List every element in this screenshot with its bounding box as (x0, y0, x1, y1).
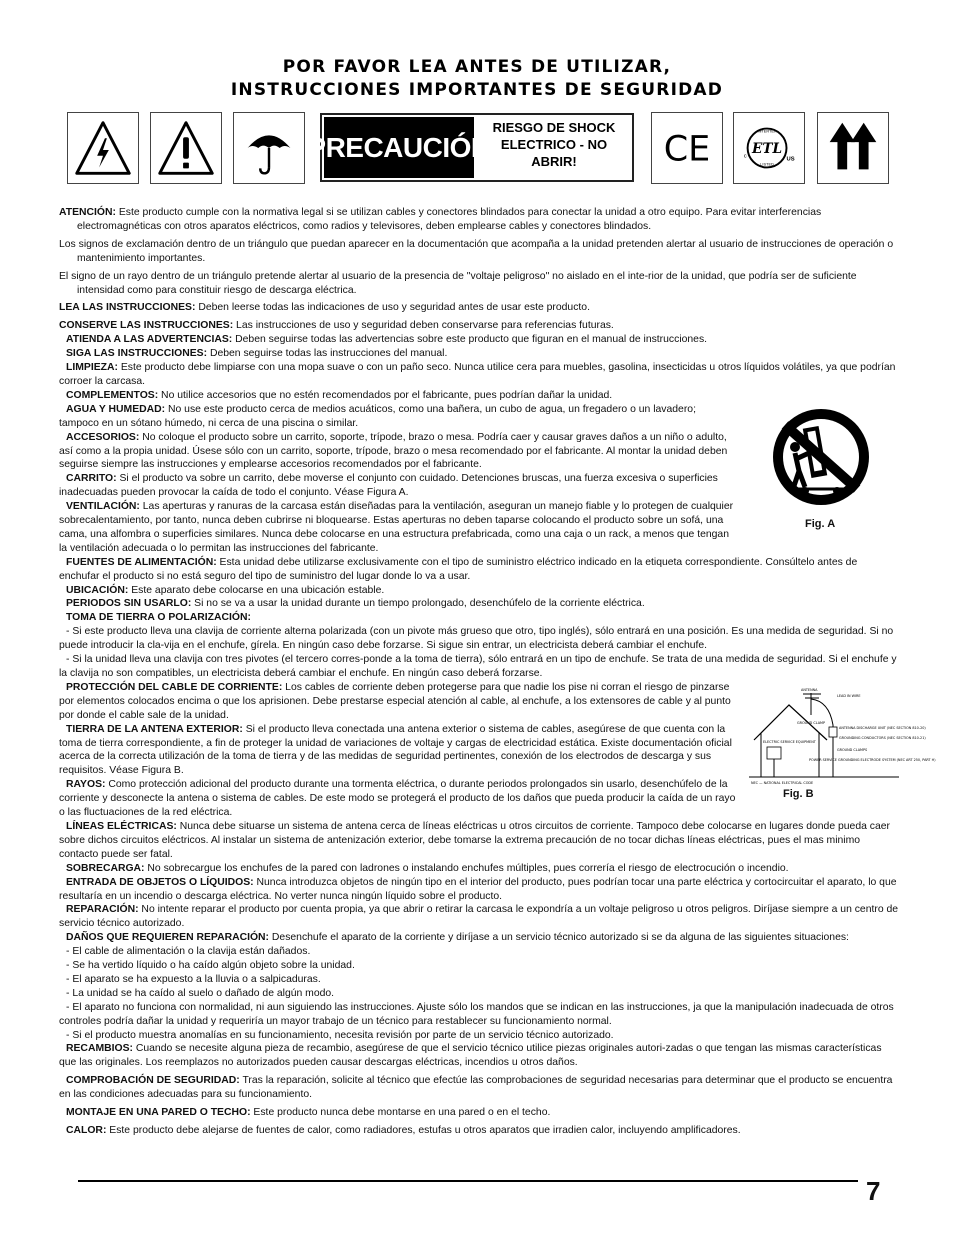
section-heading: DAÑOS QUE REQUIEREN REPARACIÓN: (66, 932, 270, 944)
exclamation-warning-box (150, 112, 222, 184)
caution-message-line: ABRIR! (531, 154, 577, 169)
section-heading: CALOR: (66, 1125, 107, 1136)
section-text: Cuando se necesite alguna pieza de recambio, asegúrese de que el servicio técnico utilice piezas originales autori-zadas o que tengan las mismas características que las originales. Los reemplazos no autorizados pueden causar descargas eléctricas, incendios u otros daños. (59, 1043, 882, 1069)
exclamation-triangle-icon (151, 113, 221, 183)
umbrella-box (233, 112, 305, 184)
section-heading: PERIODOS SIN USARLO: (66, 598, 192, 610)
section-heading: LÍNEAS ELÉCTRICAS: (66, 820, 177, 832)
caution-label (307, 113, 634, 182)
section-text: Deben leerse todas las indicaciones de uso y seguridad antes de usar este producto. (195, 302, 590, 314)
diagram-label: POWER SERVICE GROUNDING ELECTRODE SYSTEM (NEC ART 250, PART H) (809, 757, 936, 762)
section-text: No utilice accesorios que no estén recomendados por el fabricante, pues podrían dañar la unidad. (158, 389, 613, 401)
section-text: Deben seguirse todas las instrucciones del manual. (207, 348, 448, 360)
section-text: - Si la unidad lleva una clavija con tres pivotes (el tercero corres-ponde a la toma de tierra), sólo entrará en un tipo de enchufe. Se trata de una medida de seguridad. Si el enchufe y la clavija no son compatibles, un electricista deberá cambiar el enchufe. En ningún caso deberá forzarse. (59, 654, 897, 679)
section-heading: FUENTES DE ALIMENTACIÓN: (66, 556, 217, 568)
section-text: Este producto debe limpiarse con una mopa suave o con un paño seco. Nunca utilice cera para muebles, gasolina, insecticidas u otros líquidos volátiles, ya que podrían corroer la carcasa. (59, 362, 896, 387)
section-heading: TOMA DE TIERRA O POLARIZACIÓN: (66, 612, 251, 624)
figure-a (749, 403, 899, 536)
section-text: No sobrecargue los enchufes de la pared con ladrones o instalando enchufes múltiples, pues correría el riesgo de electrocución o incendio. (144, 862, 789, 874)
section-heading: ENTRADA DE OBJETOS O LÍQUIDOS: (66, 876, 254, 888)
section-heading: MONTAJE EN UNA PARED O TECHO: (66, 1107, 251, 1119)
umbrella-icon (234, 113, 304, 183)
section-text: Nunca debe situarse un sistema de antena cerca de líneas eléctricas u otros circuitos de corriente. Tampoco debe colocarse en lugares donde pueda caer sobre dichos circuitos eléctricos. Al instalar un sistema de antenización exterior, debe tomarse la extrema precaución de no tocar dichas líneas eléctricas, pues el mas minimo contacto puede ser fatal. (59, 820, 890, 860)
this-side-up-box (817, 112, 889, 184)
section-text: Si no se va a usar la unidad durante un tiempo prolongado, desenchúfelo de la corriente eléctrica. (191, 598, 645, 610)
section-text: Nunca introduzca objetos de ningún tipo en el interior del producto, pues podrían tocar una parte eléctrica y cortocircuitar el aparato, lo que resultaría en un incendio o descarga eléctrica. No verter nunca ningún líquido sobre el producto. (59, 876, 897, 902)
section-text: No intente reparar el producto por cuenta propia, ya que abrir o retirar la carcasa le expondría a un voltaje peligroso u otros peligros. Diríjase siempre a un centro de servicio técnico autorizado. (59, 904, 899, 930)
section-text: Esta unidad debe utilizarse exclusivamente con el tipo de suministro eléctrico indicado en la etiqueta correspondiente. Consúltelo antes de enchufar el producto si no está seguro del tipo de suministro del lugar donde lo va a usar. (59, 556, 858, 582)
section-text: Si el producto va sobre un carrito, debe moverse el conjunto con cuidado. Detenciones bruscas, una fuerza excesiva o superficies inadecuadas pueden provocar la caída de todo el conjunto. Véase Figura A. (59, 473, 718, 499)
diagram-label: GROUNDING CONDUCTORS (NEC SECTION 810-21) (839, 735, 926, 740)
etl-top-text: INTERTEK (757, 128, 777, 134)
figure-b (749, 685, 936, 805)
section-text: Como protección adicional del producto durante una tormenta eléctrica, o durante periodos prolongados sin usarlo, desenchúfelo de la corriente y desconecte la antena o sistema de cables. De este modo se protegerá el producto de los daños que pueda producir la caída de un rayo o las fluctuaciones de la red eléctrica. (59, 779, 736, 819)
no-cart-tipping-icon (749, 403, 899, 536)
section-heading: UBICACIÓN: (66, 584, 129, 596)
etl-c-text: c (743, 153, 747, 160)
section-heading: COMPROBACIÓN DE SEGURIDAD: (66, 1075, 240, 1087)
list-item: - El aparato se ha expuesto a la lluvia o a salpicaduras. (66, 973, 321, 985)
title-line-1: POR FAVOR LEA ANTES DE UTILIZAR, (282, 57, 672, 77)
figure-b-label: Fig. B (783, 787, 814, 800)
section-heading: PROTECCIÓN DEL CABLE DE CORRIENTE: (66, 681, 283, 693)
caution-message (478, 119, 630, 170)
list-item: - Se ha vertido líquido o ha caído algún objeto sobre la unidad. (66, 960, 355, 972)
diagram-label: GROUND CLAMP (797, 720, 825, 725)
diagram-label: ELECTRIC SERVICE EQUIPMENT (763, 739, 816, 744)
section-heading: RECAMBIOS: (66, 1043, 133, 1055)
caution-message-line: ELECTRICO - NO (500, 137, 608, 152)
list-item: - El aparato no funciona con normalidad, ni aun siguiendo las instrucciones. Ajuste sólo los mandos que se indican en las instrucciones, ja que la manipulación inadecuada de otros controles podría dañar la unidad y requeriría un mayor trabajo de un técnico para restablecer su funcionamiento normal. (59, 1001, 894, 1027)
section-text: Tras la reparación, solicite al técnico que efectúe las comprobaciones de seguridad necesarias para determinar que el producto se encuentra en las condiciones adecuadas para su funcionamiento. (59, 1075, 893, 1101)
section-heading: LIMPIEZA: (66, 362, 118, 374)
figure-a-label: Fig. A (805, 517, 836, 530)
section-text: Este producto debe alejarse de fuentes de calor, como radiadores, estufas u otros aparatos que irradien calor, incluyendo amplificadores. (106, 1125, 741, 1136)
page-title (0, 56, 954, 102)
diagram-label: GROUND CLAMPS (837, 747, 868, 752)
this-side-up-arrows-icon (818, 113, 888, 183)
section-heading: REPARACIÓN: (66, 904, 139, 916)
ce-mark-text: CE (663, 129, 711, 170)
section-heading: ACCESORIOS: (66, 431, 140, 443)
antenna-grounding-diagram (749, 685, 936, 785)
diagram-label: ANTENNA (801, 687, 818, 692)
section-text: Las aperturas y ranuras de la carcasa están diseñadas para la ventilación, aseguran un manejo fiable y lo protegen de cualquier sobrecalentamiento, por tanto, nunca deben cubrirse ni bloquearse. Estas aperturas no deben taparse colocando el producto sobre un sofá, una cama, una alfombra o superficies similares. Nunca debe colocarse en una estructura prefabricada, como una caja o un rack, a menos que tengan la ventilación adecuada o lo permitan las instrucciones del fabricante. (59, 501, 734, 554)
section-text: Este producto cumple con la normativa legal si se utilizan cables y conectores blindados para conectar la unidad a otro equipo. Para evitar interferencias electromagnéticas con otros aparatos eléctricos, como radios y televisores, deben emplearse cables y conectores blindados. (77, 207, 822, 232)
list-item: - Si el producto muestra anomalías en su funcionamiento, necesita revisión por parte de un servicio técnico autorizado. (66, 1029, 614, 1041)
section-text: Los cables de corriente deben protegerse para que nadie los pise ni corran el riesgo de pinzarse por elementos colocados encima o que los aprisionen. Debe prestarse especial atención al cable, al enchufe, a los extensores de cable y al punto por donde el cable sale de la unidad. (59, 681, 731, 721)
etl-text: ETL (752, 140, 783, 157)
diagram-label: LEAD IN WIRE (837, 693, 861, 698)
section-heading: VENTILACIÓN: (66, 501, 140, 513)
section-text: Desenchufe el aparato de la corriente y diríjase a un servicio técnico autorizado si se da alguna de las siguientes situaciones: (269, 932, 849, 944)
lightning-triangle-icon (68, 113, 138, 183)
section-text: No use este producto cerca de medios acuáticos, como una bañera, un cubo de agua, un fregadero o un lavadero; tampoco en un sótano húmedo, ni cerca de una piscina o similar. (59, 403, 696, 429)
section-text: Los signos de exclamación dentro de un triángulo que puedan aparecer en la documentación que acompaña a la unidad pretenden alertar al usuario de instrucciones de operación o mantenimiento importantes. (59, 238, 894, 264)
ce-mark-icon (652, 113, 722, 183)
title-line-2: INSTRUCCIONES IMPORTANTES DE SEGURIDAD (230, 80, 724, 100)
footer-rule (78, 1180, 858, 1182)
list-item: - El cable de alimentación o la clavija están dañados. (66, 946, 311, 958)
section-text: Si el producto lleva conectada una antena exterior o sistema de cables, asegúrese de que cuenta con la toma de tierra correspondiente, a fin de proteger la unidad de variaciones de voltaje y cargas de electricidad estática. Existe documentación oficial acerca de la correcta utilización de la toma de tierra y de las medidas de seguridad pertinentes, conexión de los electrodos de descarga y sus requisitos. Véase Figura B. (59, 723, 732, 777)
ce-mark-box (651, 112, 723, 184)
section-text: El signo de un rayo dentro de un triángulo pretende alertar al usuario de la presencia de "voltaje peligroso" no aislado en el inte-rior de la unidad, que podría ser de suficiente intensidad como para constituir riesgo de descarga eléctrica. (59, 270, 857, 296)
diagram-label: NEC — NATIONAL ELECTRICAL CODE (751, 780, 814, 785)
lightning-warning-box (67, 112, 139, 184)
etl-bottom-text: LISTED (760, 161, 774, 167)
diagram-label: ANTENNA DISCHARGE UNIT (NEC SECTION 810-20) (839, 725, 926, 730)
section-heading: AGUA Y HUMEDAD: (66, 403, 166, 415)
section-text: Este producto nunca debe montarse en una pared o en el techo. (250, 1107, 551, 1119)
section-heading: ATIENDA A LAS ADVERTENCIAS: (66, 334, 233, 346)
list-item: - La unidad se ha caído al suelo o dañado de algún modo. (66, 987, 335, 999)
safety-instructions (59, 206, 936, 1138)
section-text: Las instrucciones de uso y seguridad deben conservarse para referencias futuras. (233, 320, 614, 332)
page-number: 7 (866, 1176, 881, 1206)
section-heading: CONSERVE LAS INSTRUCCIONES: (59, 320, 234, 332)
section-heading: RAYOS: (66, 779, 106, 791)
section-text: No coloque el producto sobre un carrito, soporte, trípode, brazo o mesa. Podría caer y causar graves daños a un niño o adulto, así como a la propia unidad. Úsese sólo con un carrito, soporte, trípode, brazo o mesa recomendado por el fabricante. Al montar la unidad deben seguirse siempre las instrucciones y emplearse accesorios recomendados por el fabricante. (59, 431, 728, 471)
section-heading: SOBRECARGA: (66, 862, 145, 874)
section-heading: CARRITO: (66, 473, 117, 485)
caution-message-line: RIESGO DE SHOCK (492, 120, 616, 135)
etl-us-text: US (786, 156, 795, 163)
section-heading: COMPLEMENTOS: (66, 389, 159, 401)
section-heading: ATENCIÓN: (59, 207, 116, 218)
etl-listed-icon (734, 113, 804, 183)
section-text: Este aparato debe colocarse en una ubicación estable. (128, 584, 385, 596)
section-heading: LEA LAS INSTRUCCIONES: (59, 302, 196, 314)
section-text: - Si este producto lleva una clavija de corriente alterna polarizada (con un pivote más grueso que otro, tipo inglés), sólo entrará en una posición. Es una medida de seguridad. Si no puede introducir la cla-vija en el enchufe, gírela. En ningún caso debe forzarse. Si sigue sin entrar, un electricista deberá cambiar el enchufe. (59, 626, 894, 652)
etl-mark-box (733, 112, 805, 184)
section-text: Deben seguirse todas las advertencias sobre este producto que figuran en el manual de instrucciones. (232, 334, 708, 346)
section-heading: SIGA LAS INSTRUCCIONES: (66, 348, 208, 360)
caution-word: PRECAUCIÓN (324, 117, 474, 178)
section-heading: TIERRA DE LA ANTENA EXTERIOR: (66, 723, 243, 735)
